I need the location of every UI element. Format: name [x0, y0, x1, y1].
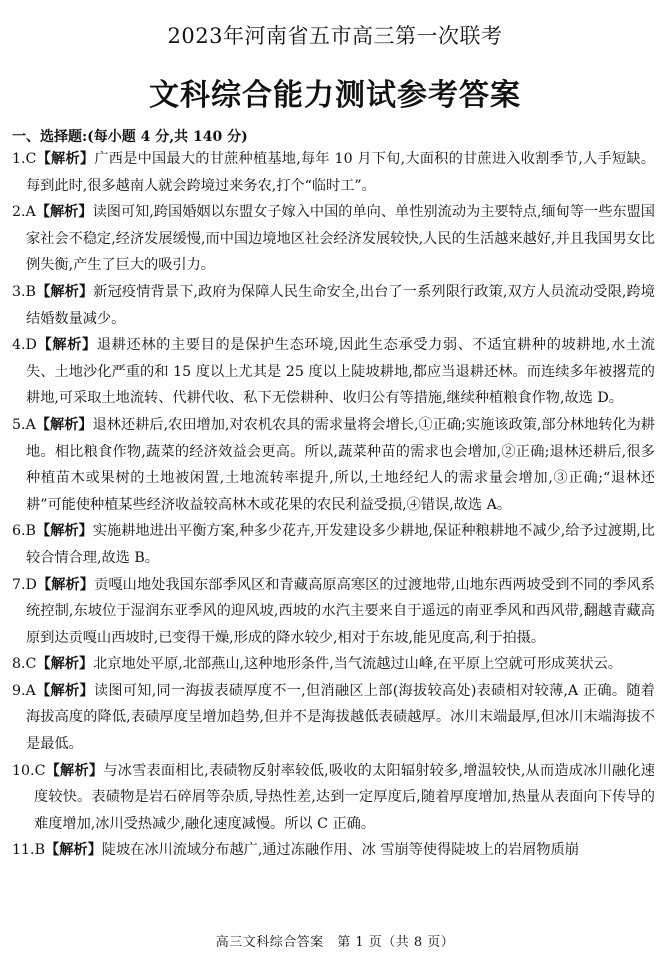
analysis-text: 与冰雪表面相比,表碛物反射率较低,吸收的太阳辐射较多,增温较快,从而造成冰川融化速度较快。表碛物是岩石碎屑等杂质,导热性差,达到一定厚度后,随着厚度增加,热量从表面向下传导的难度增加,冰川受热减少,融化速度减慢。所以 C 正确。 [34, 762, 655, 832]
answer-choice: A [25, 204, 36, 221]
analysis-text: 贡嘎山地处我国东部季风区和青藏高原高寒区的过渡地带,山地东西两坡受到不同的季风系统控制,东坡位于湿润东亚季风的迎风坡,西坡的水汽主要来自于遥远的南亚季风和西风带,翻越青藏高原到达贡嘎山西坡时,已变得干燥,形成的降水较少,相对于东坡,能见度高,利于拍摄。 [26, 576, 655, 646]
page-footer: 高三文科综合答案 第 1 页（共 8 页） [215, 935, 455, 950]
analysis-tag: 【解析】 [35, 523, 93, 540]
answer-choice: C [25, 656, 37, 673]
analysis-tag: 【解析】 [45, 842, 102, 859]
analysis-text: 广西是中国最大的甘蔗种植基地,每年 10 月下旬,大面积的甘蔗进入收割季节,人手短缺。每到此时,很多越南人就会跨境过来务农,打个“临时工”。 [26, 151, 655, 194]
answer-choice: B [34, 842, 46, 859]
answer-item [12, 572, 655, 652]
question-number: 3. [12, 283, 26, 300]
question-number: 4. [12, 337, 26, 354]
answer-item [12, 837, 655, 864]
analysis-tag: 【解析】 [36, 656, 94, 673]
answer-choice: B [25, 283, 36, 300]
answer-item [12, 518, 655, 571]
question-number: 5. [12, 416, 26, 433]
analysis-tag: 【解析】 [36, 151, 95, 167]
analysis-tag: 【解析】 [36, 576, 95, 593]
page-title: 文科综合能力测试参考答案 [149, 78, 521, 113]
analysis-text: 陡坡在冰川流域分布越广,通过冻融作用、冰 雪崩等使得陡坡上的岩屑物质崩 [101, 842, 579, 859]
analysis-tag: 【解析】 [35, 204, 93, 221]
analysis-text: 退耕还林的主要目的是保护生态环境,因此生态承受力弱、不适宜耕种的坡耕地,水土流失、土地沙化严重的和 15 度以上尤其是 25 度以上陡坡耕地,都应当退耕还林。而连续多年被撂荒的耕地,可采取土地流转、代耕代收、私下无偿耕种、收归公有等措施,继续种植粮食作物,故选 D。 [26, 337, 655, 407]
answer-item [12, 412, 655, 518]
answer-choice: A [25, 682, 36, 699]
answer-choice: A [25, 416, 36, 433]
analysis-text: 读图可知,同一海拔表碛厚度不一,但消融区上部(海拔较高处)表碛相对较薄,A 正确。随着海拔高度的降低,表碛厚度呈增加趋势,但并不是海拔越低表碛越厚。冰川末端最厚,但冰川末端海拔不是最低。 [26, 682, 655, 753]
question-number: 8. [12, 656, 26, 673]
question-number: 11. [12, 842, 35, 859]
question-number: 7. [12, 576, 26, 593]
answer-item [12, 199, 655, 279]
answer-item [12, 146, 655, 199]
analysis-tag: 【解析】 [35, 682, 94, 699]
answer-item [12, 651, 655, 678]
question-number: 2. [12, 204, 26, 221]
analysis-tag: 【解析】 [36, 337, 97, 354]
analysis-tag: 【解析】 [35, 416, 93, 433]
answer-choice: C [25, 151, 37, 167]
answer-item [12, 678, 655, 758]
answer-list [12, 146, 655, 864]
analysis-text: 北京地处平原,北部燕山,这种地形条件,当气流越过山峰,在平原上空就可形成荚状云。 [93, 656, 622, 673]
answer-choice: C [34, 762, 46, 779]
analysis-tag: 【解析】 [45, 762, 104, 779]
analysis-text: 退林还耕后,农田增加,对农机农具的需求量将会增长,①正确;实施该政策,部分林地转化为耕地。相比粮食作物,蔬菜的经济效益会更高。所以,蔬菜种苗的需求也会增加,②正确;退林还耕后,很多种植苗木或果树的土地被闲置,土地流转率提升,所以,土地经纪人的需求量会增加,③正确;“退林还耕”可能使种植某些经济收益较高林木或花果的农民利益受损,④错误,故选 A。 [26, 416, 655, 513]
analysis-text: 实施耕地进出平衡方案,种多少花卉,开发建设多少耕地,保证种粮耕地不减少,给予过渡期,比较合情合理,故选 B。 [26, 523, 655, 566]
exam-title: 2023年河南省五市高三第一次联考 [167, 24, 503, 48]
analysis-text: 读图可知,跨国婚姻以东盟女子嫁入中国的单向、单性别流动为主要特点,缅甸等一些东盟国家社会不稳定,经济发展缓慢,而中国边境地区社会经济发展较快,人民的生活越来越好,并且我国男女比例失衡,产生了巨大的吸引力。 [26, 204, 655, 274]
question-number: 9. [12, 682, 26, 699]
answer-item [12, 279, 655, 332]
answer-choice: D [25, 337, 37, 354]
answer-item [12, 758, 655, 838]
question-number: 1. [12, 151, 26, 167]
section-heading: 一、选择题:(每小题 4 分,共 140 分) [12, 129, 248, 145]
answer-choice: D [25, 576, 37, 593]
answer-choice: B [25, 523, 36, 540]
answer-item [12, 332, 655, 412]
analysis-text: 新冠疫情背景下,政府为保障人民生命安全,出台了一系列限行政策,双方人员流动受限,跨境结婚数量减少。 [26, 283, 655, 327]
analysis-tag: 【解析】 [35, 283, 94, 300]
question-number: 10. [12, 762, 35, 779]
question-number: 6. [12, 523, 26, 540]
